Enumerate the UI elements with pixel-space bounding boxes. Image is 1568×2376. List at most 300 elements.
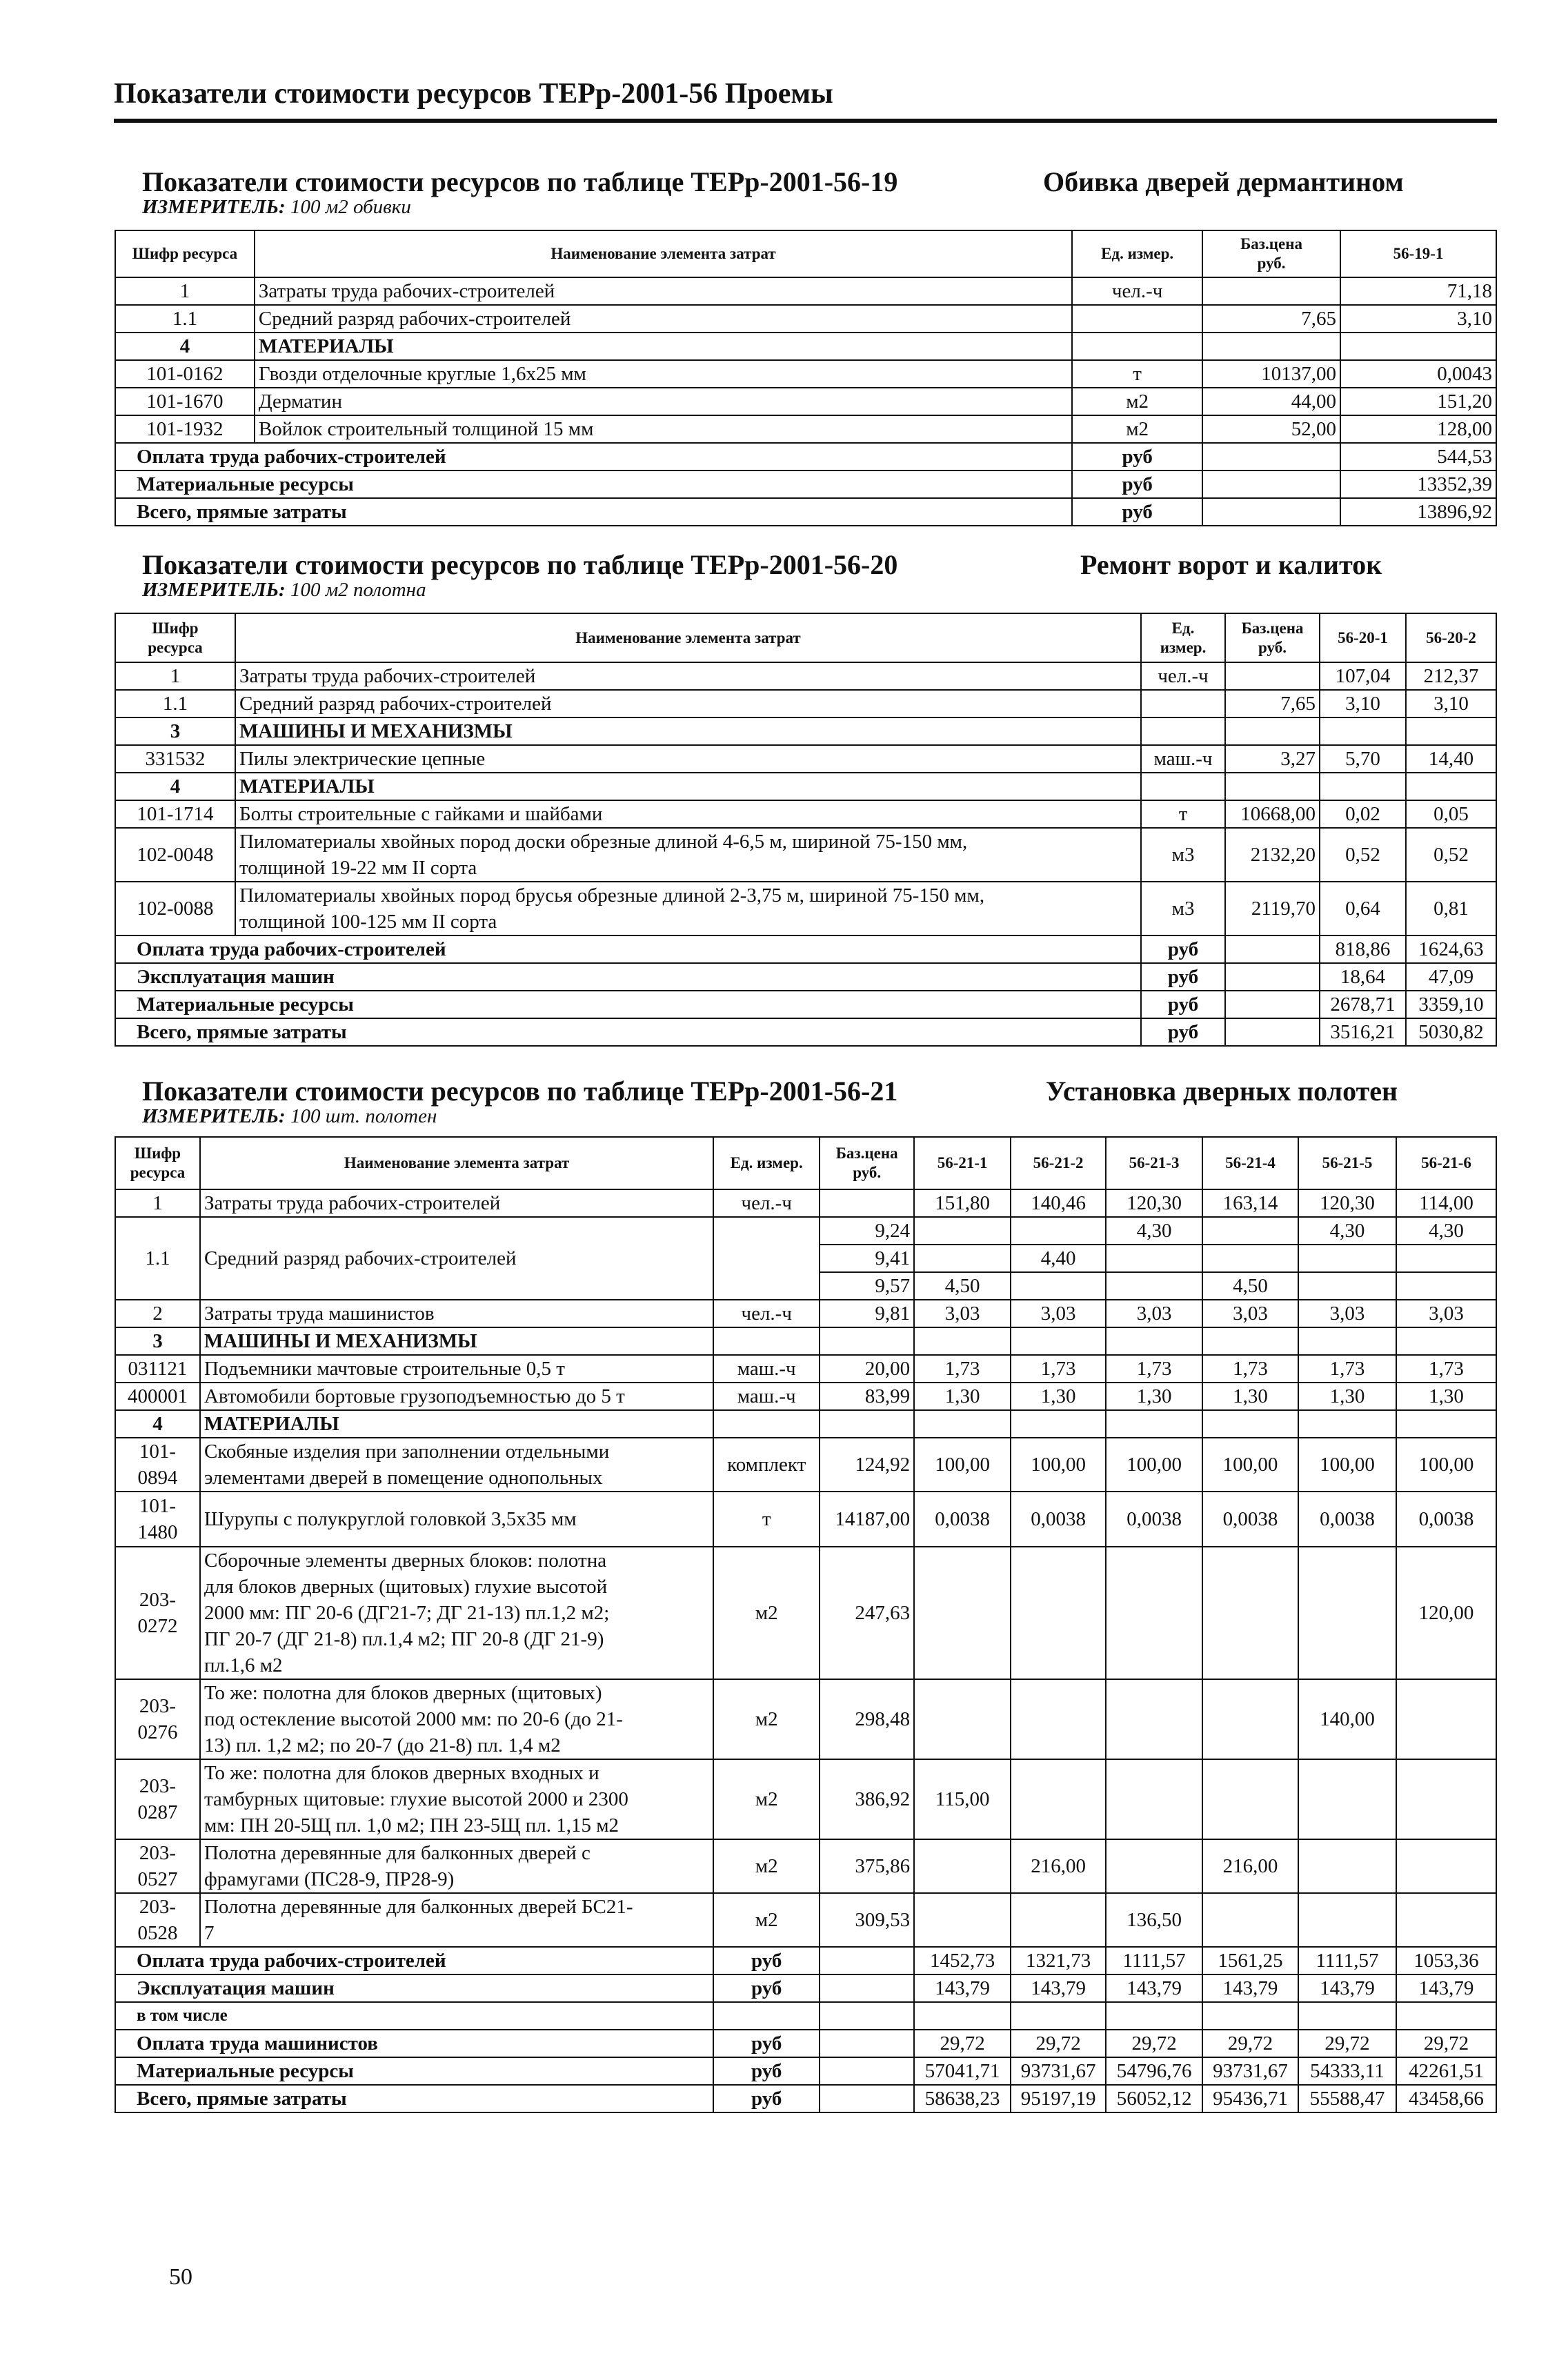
cell-empty — [1406, 773, 1496, 800]
total-row — [115, 991, 1496, 1018]
cell-value: 29,72 — [1396, 2030, 1496, 2057]
cell-code: 101- 0894 — [115, 1438, 200, 1492]
cell-code: 4 — [115, 333, 255, 360]
cell-code: 4 — [115, 1410, 200, 1438]
cell-value: 1053,36 — [1396, 1947, 1496, 1974]
header-name: Наименование элемента затрат — [255, 230, 1072, 277]
cell-empty — [1396, 1410, 1496, 1438]
table-row — [115, 305, 1496, 333]
cell-value: 107,04 — [1320, 662, 1406, 690]
cell-empty — [1320, 717, 1406, 745]
cell-value: 0,0038 — [1011, 1492, 1106, 1547]
cell-base-price: 386,92 — [820, 1759, 914, 1839]
cell-unit: чел.-ч — [713, 1189, 820, 1217]
cell-empty — [1225, 717, 1320, 745]
cell-unit — [713, 2002, 820, 2030]
cell-value — [1106, 1272, 1202, 1300]
cell-base-price: 9,81 — [820, 1300, 914, 1327]
table-row — [115, 1759, 1496, 1839]
cell-value: 3,10 — [1340, 305, 1496, 333]
cell-value: 71,18 — [1340, 277, 1496, 305]
total-row — [115, 1974, 1496, 2002]
cell-value — [1202, 1547, 1298, 1679]
cell-value — [1011, 2002, 1106, 2030]
cell-value: 5030,82 — [1406, 1018, 1496, 1046]
cell-code: 331532 — [115, 745, 235, 773]
cell-value: 114,00 — [1396, 1189, 1496, 1217]
table-row — [115, 1679, 1496, 1759]
cell-value: 143,79 — [914, 1974, 1011, 2002]
cell-name: Пиломатериалы хвойных пород брусья обрезные длиной 2-3,75 м, шириной 75-150 мм, толщиной 100-125 мм II сорта — [235, 882, 1141, 935]
cell-empty — [1141, 773, 1225, 800]
cell-value: 1,30 — [1202, 1383, 1298, 1410]
header-name: Наименование элемента затрат — [235, 613, 1141, 662]
cell-unit: т — [1141, 800, 1225, 828]
cell-unit: руб — [1072, 498, 1202, 526]
cell-value: 29,72 — [1202, 2030, 1298, 2057]
cell-base-price: 52,00 — [1202, 415, 1340, 443]
cell-unit: комплект — [713, 1438, 820, 1492]
cell-value: 0,52 — [1406, 828, 1496, 882]
header-norm-56-20-1: 56-20-1 — [1320, 613, 1406, 662]
cell-section-name: МАШИНЫ И МЕХАНИЗМЫ — [200, 1327, 713, 1355]
total-row — [115, 2085, 1496, 2112]
cell-empty — [1406, 717, 1496, 745]
cell-value: 1,73 — [1298, 1355, 1396, 1383]
cell-value: 3,03 — [1106, 1300, 1202, 1327]
section-right-title: Ремонт ворот и калиток — [1080, 549, 1382, 580]
header-unit: Ед. измер. — [1072, 230, 1202, 277]
header-row — [115, 613, 1496, 662]
cell-section-name: МАШИНЫ И МЕХАНИЗМЫ — [235, 717, 1141, 745]
cell-total-label: Всего, прямые затраты — [115, 2085, 713, 2112]
cell-empty — [1202, 471, 1340, 498]
cell-value: 818,86 — [1320, 935, 1406, 963]
cell-value: 128,00 — [1340, 415, 1496, 443]
cell-name: Войлок строительный толщиной 15 мм — [255, 415, 1072, 443]
cell-value: 58638,23 — [914, 2085, 1011, 2112]
cell-empty — [1225, 991, 1320, 1018]
cell-value: 120,30 — [1106, 1189, 1202, 1217]
cell-value: 14,40 — [1406, 745, 1496, 773]
cell-code: 400001 — [115, 1383, 200, 1410]
section-row — [115, 717, 1496, 745]
section-title: Показатели стоимости ресурсов по таблице ТЕРр-2001-56-20 — [142, 549, 898, 580]
cell-unit: чел.-ч — [1141, 662, 1225, 690]
table-row — [115, 1547, 1496, 1679]
cell-empty — [1202, 498, 1340, 526]
cell-value: 29,72 — [1106, 2030, 1202, 2057]
cell-code: 1 — [115, 662, 235, 690]
cell-value — [914, 1679, 1011, 1759]
cell-value: 5,70 — [1320, 745, 1406, 773]
cell-empty — [1141, 717, 1225, 745]
cell-value — [1298, 1245, 1396, 1272]
cell-empty — [1320, 773, 1406, 800]
table-row — [115, 828, 1496, 882]
table-row — [115, 1383, 1496, 1410]
cell-value: 56052,12 — [1106, 2085, 1202, 2112]
header-norm-56-21-2: 56-21-2 — [1011, 1137, 1106, 1189]
resource-table-56-20 — [115, 613, 1497, 1047]
cell-unit: м2 — [1072, 415, 1202, 443]
cell-name: Шурупы с полукруглой головкой 3,5х35 мм — [200, 1492, 713, 1547]
cell-unit: руб — [1141, 935, 1225, 963]
measure-label: ИЗМЕРИТЕЛЬ: — [142, 196, 286, 218]
cell-code: 1.1 — [115, 690, 235, 717]
cell-value: 13896,92 — [1340, 498, 1496, 526]
cell-code: 102-0088 — [115, 882, 235, 935]
cell-unit — [1072, 305, 1202, 333]
cell-value: 143,79 — [1396, 1974, 1496, 2002]
header-name: Наименование элемента затрат — [200, 1137, 713, 1189]
cell-total-label: Материальные ресурсы — [115, 991, 1141, 1018]
cell-base-price — [1202, 277, 1340, 305]
cell-unit: руб — [713, 1974, 820, 2002]
cell-code: 102-0048 — [115, 828, 235, 882]
cell-unit: руб — [713, 2057, 820, 2085]
cell-total-label: Всего, прямые затраты — [115, 498, 1072, 526]
cell-value: 42261,51 — [1396, 2057, 1496, 2085]
cell-value — [1106, 1759, 1202, 1839]
cell-value: 1,73 — [914, 1355, 1011, 1383]
cell-total-label: Эксплуатация машин — [115, 963, 1141, 991]
cell-value: 120,30 — [1298, 1189, 1396, 1217]
cell-value — [1298, 1839, 1396, 1893]
header-row — [115, 230, 1496, 277]
page-number: 50 — [169, 2264, 192, 2290]
cell-value: 4,40 — [1011, 1245, 1106, 1272]
cell-empty — [820, 1947, 914, 1974]
cell-value: 0,0038 — [914, 1492, 1011, 1547]
cell-value — [1202, 1245, 1298, 1272]
cell-value: 136,50 — [1106, 1893, 1202, 1947]
cell-value: 143,79 — [1106, 1974, 1202, 2002]
total-row — [115, 935, 1496, 963]
cell-total-label: Оплата труда рабочих-строителей — [115, 443, 1072, 471]
cell-base-price: 309,53 — [820, 1893, 914, 1947]
cell-value — [1396, 1679, 1496, 1759]
cell-value: 95197,19 — [1011, 2085, 1106, 2112]
cell-base-price: 247,63 — [820, 1547, 914, 1679]
resource-table-56-19 — [115, 230, 1497, 526]
cell-code: 203- 0528 — [115, 1893, 200, 1947]
header-code: Шифр ресурса — [115, 1137, 200, 1189]
cell-code: 1.1 — [115, 1217, 200, 1300]
cell-unit: т — [1072, 360, 1202, 388]
table-row — [115, 1492, 1496, 1547]
section-right-title: Обивка дверей дермантином — [1043, 166, 1404, 197]
cell-base-price — [820, 1189, 914, 1217]
cell-empty — [1225, 773, 1320, 800]
cell-value: 0,0043 — [1340, 360, 1496, 388]
cell-base-price: 3,27 — [1225, 745, 1320, 773]
measure-value: 100 м2 полотна — [290, 579, 426, 601]
cell-empty — [1298, 1410, 1396, 1438]
cell-value — [1202, 1679, 1298, 1759]
cell-value: 0,52 — [1320, 828, 1406, 882]
cell-value: 47,09 — [1406, 963, 1496, 991]
cell-empty — [713, 1327, 820, 1355]
section-row — [115, 1410, 1496, 1438]
cell-unit: руб — [1072, 471, 1202, 498]
cell-value: 1,30 — [914, 1383, 1011, 1410]
header-norm-56-21-4: 56-21-4 — [1202, 1137, 1298, 1189]
cell-unit: руб — [713, 2030, 820, 2057]
cell-empty — [820, 2002, 914, 2030]
cell-value: 54796,76 — [1106, 2057, 1202, 2085]
cell-value — [914, 1245, 1011, 1272]
cell-empty — [1106, 1410, 1202, 1438]
cell-code: 4 — [115, 773, 235, 800]
cell-empty — [1225, 935, 1320, 963]
cell-empty — [1202, 1327, 1298, 1355]
cell-name: Сборочные элементы дверных блоков: полотна для блоков дверных (щитовых) глухие высотой 2000 мм: ПГ 20-6 (ДГ21-7; ДГ 21-13) пл.1,2 м2; ПГ 20-7 (ДГ 21-8) пл.1,4 м2; ПГ 20-8 (ДГ 21-9) пл.1,6 м2 — [200, 1547, 713, 1679]
cell-empty — [914, 1327, 1011, 1355]
cell-total-label: Всего, прямые затраты — [115, 1018, 1141, 1046]
cell-value: 0,64 — [1320, 882, 1406, 935]
cell-value: 0,02 — [1320, 800, 1406, 828]
cell-value — [1202, 1217, 1298, 1245]
cell-base-price: 375,86 — [820, 1839, 914, 1893]
cell-unit: м2 — [1072, 388, 1202, 415]
cell-value: 29,72 — [914, 2030, 1011, 2057]
cell-value — [1011, 1679, 1106, 1759]
cell-value: 13352,39 — [1340, 471, 1496, 498]
cell-total-label: Оплата труда рабочих-строителей — [115, 935, 1141, 963]
cell-total-label: Эксплуатация машин — [115, 1974, 713, 2002]
cell-value: 3516,21 — [1320, 1018, 1406, 1046]
cell-value — [1106, 1547, 1202, 1679]
cell-base-price: 9,41 — [820, 1245, 914, 1272]
cell-value: 93731,67 — [1202, 2057, 1298, 2085]
cell-unit: т — [713, 1492, 820, 1547]
cell-name: Затраты труда рабочих-строителей — [255, 277, 1072, 305]
cell-unit: руб — [713, 2085, 820, 2112]
cell-value: 140,46 — [1011, 1189, 1106, 1217]
header-rule — [114, 119, 1497, 123]
cell-value: 3,03 — [1011, 1300, 1106, 1327]
table-row — [115, 1355, 1496, 1383]
cell-value — [1202, 1759, 1298, 1839]
cell-value: 0,0038 — [1106, 1492, 1202, 1547]
cell-value — [1298, 1759, 1396, 1839]
cell-value: 2678,71 — [1320, 991, 1406, 1018]
header-base-price: Баз.цена руб. — [1202, 230, 1340, 277]
table-row — [115, 388, 1496, 415]
cell-empty — [820, 1410, 914, 1438]
measure-line — [142, 579, 426, 602]
cell-value: 120,00 — [1396, 1547, 1496, 1679]
total-row — [115, 443, 1496, 471]
cell-code: 101- 1480 — [115, 1492, 200, 1547]
total-row — [115, 963, 1496, 991]
measure-line — [142, 196, 411, 219]
cell-unit: м2 — [713, 1839, 820, 1893]
cell-value: 151,80 — [914, 1189, 1011, 1217]
cell-empty — [1396, 1327, 1496, 1355]
section-row — [115, 773, 1496, 800]
cell-value: 100,00 — [1106, 1438, 1202, 1492]
cell-empty — [820, 2057, 914, 2085]
table-row — [115, 745, 1496, 773]
cell-value: 3,03 — [1202, 1300, 1298, 1327]
cell-value: 143,79 — [1298, 1974, 1396, 2002]
cell-value: 4,30 — [1298, 1217, 1396, 1245]
cell-name: То же: полотна для блоков дверных (щитовых) под остекление высотой 2000 мм: по 20-6 (до 21- 13) пл. 1,2 м2; по 20-7 (до 21-8) пл. 1,4 м2 — [200, 1679, 713, 1759]
header-norm-56-19-1: 56-19-1 — [1340, 230, 1496, 277]
cell-section-name: МАТЕРИАЛЫ — [255, 333, 1072, 360]
cell-value: 54333,11 — [1298, 2057, 1396, 2085]
cell-value — [1202, 2002, 1298, 2030]
cell-base-price: 298,48 — [820, 1679, 914, 1759]
table-row — [115, 1189, 1496, 1217]
cell-empty — [1011, 1327, 1106, 1355]
cell-unit: маш.-ч — [713, 1355, 820, 1383]
cell-value: 212,37 — [1406, 662, 1496, 690]
cell-name: Затраты труда машинистов — [200, 1300, 713, 1327]
cell-value — [1298, 2002, 1396, 2030]
cell-unit: маш.-ч — [713, 1383, 820, 1410]
header-norm-56-21-1: 56-21-1 — [914, 1137, 1011, 1189]
cell-empty — [820, 1974, 914, 2002]
cell-base-price: 44,00 — [1202, 388, 1340, 415]
cell-value: 0,0038 — [1202, 1492, 1298, 1547]
table-row — [115, 1300, 1496, 1327]
cell-value — [1396, 1272, 1496, 1300]
cell-base-price: 7,65 — [1202, 305, 1340, 333]
table-row — [115, 1893, 1496, 1947]
cell-unit: чел.-ч — [713, 1300, 820, 1327]
cell-section-name: МАТЕРИАЛЫ — [200, 1410, 713, 1438]
header-row — [115, 1137, 1496, 1189]
cell-value — [1298, 1272, 1396, 1300]
cell-value — [1106, 1679, 1202, 1759]
measure-value: 100 шт. полотен — [290, 1105, 437, 1127]
cell-value: 43458,66 — [1396, 2085, 1496, 2112]
measure-label: ИЗМЕРИТЕЛЬ: — [142, 579, 286, 601]
header-norm-56-21-5: 56-21-5 — [1298, 1137, 1396, 1189]
cell-value: 93731,67 — [1011, 2057, 1106, 2085]
cell-value: 29,72 — [1011, 2030, 1106, 2057]
cell-unit: руб — [1141, 1018, 1225, 1046]
cell-value: 0,05 — [1406, 800, 1496, 828]
cell-value — [1011, 1547, 1106, 1679]
cell-value — [1106, 1245, 1202, 1272]
cell-code: 1 — [115, 1189, 200, 1217]
cell-name: Пиломатериалы хвойных пород доски обрезные длиной 4-6,5 м, шириной 75-150 мм, толщиной 19-22 мм II сорта — [235, 828, 1141, 882]
cell-value: 100,00 — [1202, 1438, 1298, 1492]
cell-value — [1396, 1245, 1496, 1272]
cell-value: 143,79 — [1202, 1974, 1298, 2002]
cell-unit: руб — [1072, 443, 1202, 471]
cell-value — [1202, 1893, 1298, 1947]
cell-name: Болты строительные с гайками и шайбами — [235, 800, 1141, 828]
cell-empty — [713, 1410, 820, 1438]
cell-value: 163,14 — [1202, 1189, 1298, 1217]
cell-value — [1396, 1839, 1496, 1893]
cell-unit: м2 — [713, 1547, 820, 1679]
cell-value: 1111,57 — [1106, 1947, 1202, 1974]
cell-name: Средний разряд рабочих-строителей — [255, 305, 1072, 333]
cell-total-label: Оплата труда машинистов — [115, 2030, 713, 2057]
measure-label: ИЗМЕРИТЕЛЬ: — [142, 1105, 286, 1127]
cell-name: Полотна деревянные для балконных дверей БС21- 7 — [200, 1893, 713, 1947]
cell-value: 57041,71 — [914, 2057, 1011, 2085]
cell-value: 3,03 — [914, 1300, 1011, 1327]
total-row — [115, 1947, 1496, 1974]
cell-value: 100,00 — [1011, 1438, 1106, 1492]
cell-name: Пилы электрические цепные — [235, 745, 1141, 773]
cell-value — [1011, 1759, 1106, 1839]
total-row — [115, 2002, 1496, 2030]
cell-base-price: 10137,00 — [1202, 360, 1340, 388]
cell-value: 4,50 — [914, 1272, 1011, 1300]
total-row — [115, 471, 1496, 498]
cell-code: 2 — [115, 1300, 200, 1327]
cell-empty — [820, 2030, 914, 2057]
cell-value: 216,00 — [1202, 1839, 1298, 1893]
cell-value: 95436,71 — [1202, 2085, 1298, 2112]
table-row — [115, 1217, 1496, 1245]
header-norm-56-21-3: 56-21-3 — [1106, 1137, 1202, 1189]
cell-value: 1,30 — [1298, 1383, 1396, 1410]
cell-name: Подъемники мачтовые строительные 0,5 т — [200, 1355, 713, 1383]
cell-value: 0,81 — [1406, 882, 1496, 935]
cell-unit: м3 — [1141, 882, 1225, 935]
cell-value: 1,30 — [1396, 1383, 1496, 1410]
cell-code: 1.1 — [115, 305, 255, 333]
cell-empty — [1298, 1327, 1396, 1355]
cell-value: 0,0038 — [1298, 1492, 1396, 1547]
table-row — [115, 415, 1496, 443]
cell-name: Дерматин — [255, 388, 1072, 415]
header-base-price: Баз.цена руб. — [1225, 613, 1320, 662]
cell-value: 151,20 — [1340, 388, 1496, 415]
section-row — [115, 1327, 1496, 1355]
cell-base-price: 10668,00 — [1225, 800, 1320, 828]
table-row — [115, 662, 1496, 690]
cell-value — [1106, 1839, 1202, 1893]
table-row — [115, 1438, 1496, 1492]
cell-empty — [1202, 333, 1340, 360]
cell-value: 1321,73 — [1011, 1947, 1106, 1974]
cell-total-label: в том числе — [115, 2002, 713, 2030]
cell-value: 143,79 — [1011, 1974, 1106, 2002]
cell-name: Скобяные изделия при заполнении отдельными элементами дверей в помещение однопольных — [200, 1438, 713, 1492]
cell-empty — [1011, 1410, 1106, 1438]
cell-base-price: 9,57 — [820, 1272, 914, 1300]
cell-value: 1,73 — [1202, 1355, 1298, 1383]
cell-value — [1011, 1217, 1106, 1245]
cell-empty — [1340, 333, 1496, 360]
table-row — [115, 1839, 1496, 1893]
cell-value: 4,30 — [1396, 1217, 1496, 1245]
cell-name: То же: полотна для блоков дверных входных и тамбурных щитовые: глухие высотой 2000 и 2300 мм: ПН 20-5Щ пл. 1,0 м2; ПН 23-5Щ пл. 1,15 м2 — [200, 1759, 713, 1839]
cell-value — [914, 2002, 1011, 2030]
section-row — [115, 333, 1496, 360]
table-row — [115, 360, 1496, 388]
cell-value: 1,73 — [1011, 1355, 1106, 1383]
header-unit: Ед. измер. — [1141, 613, 1225, 662]
cell-name: Автомобили бортовые грузоподъемностью до 5 т — [200, 1383, 713, 1410]
cell-name: Затраты труда рабочих-строителей — [200, 1189, 713, 1217]
cell-code: 031121 — [115, 1355, 200, 1383]
cell-value — [1298, 1547, 1396, 1679]
cell-value: 3,10 — [1320, 690, 1406, 717]
cell-name: Гвозди отделочные круглые 1,6х25 мм — [255, 360, 1072, 388]
table-row — [115, 277, 1496, 305]
